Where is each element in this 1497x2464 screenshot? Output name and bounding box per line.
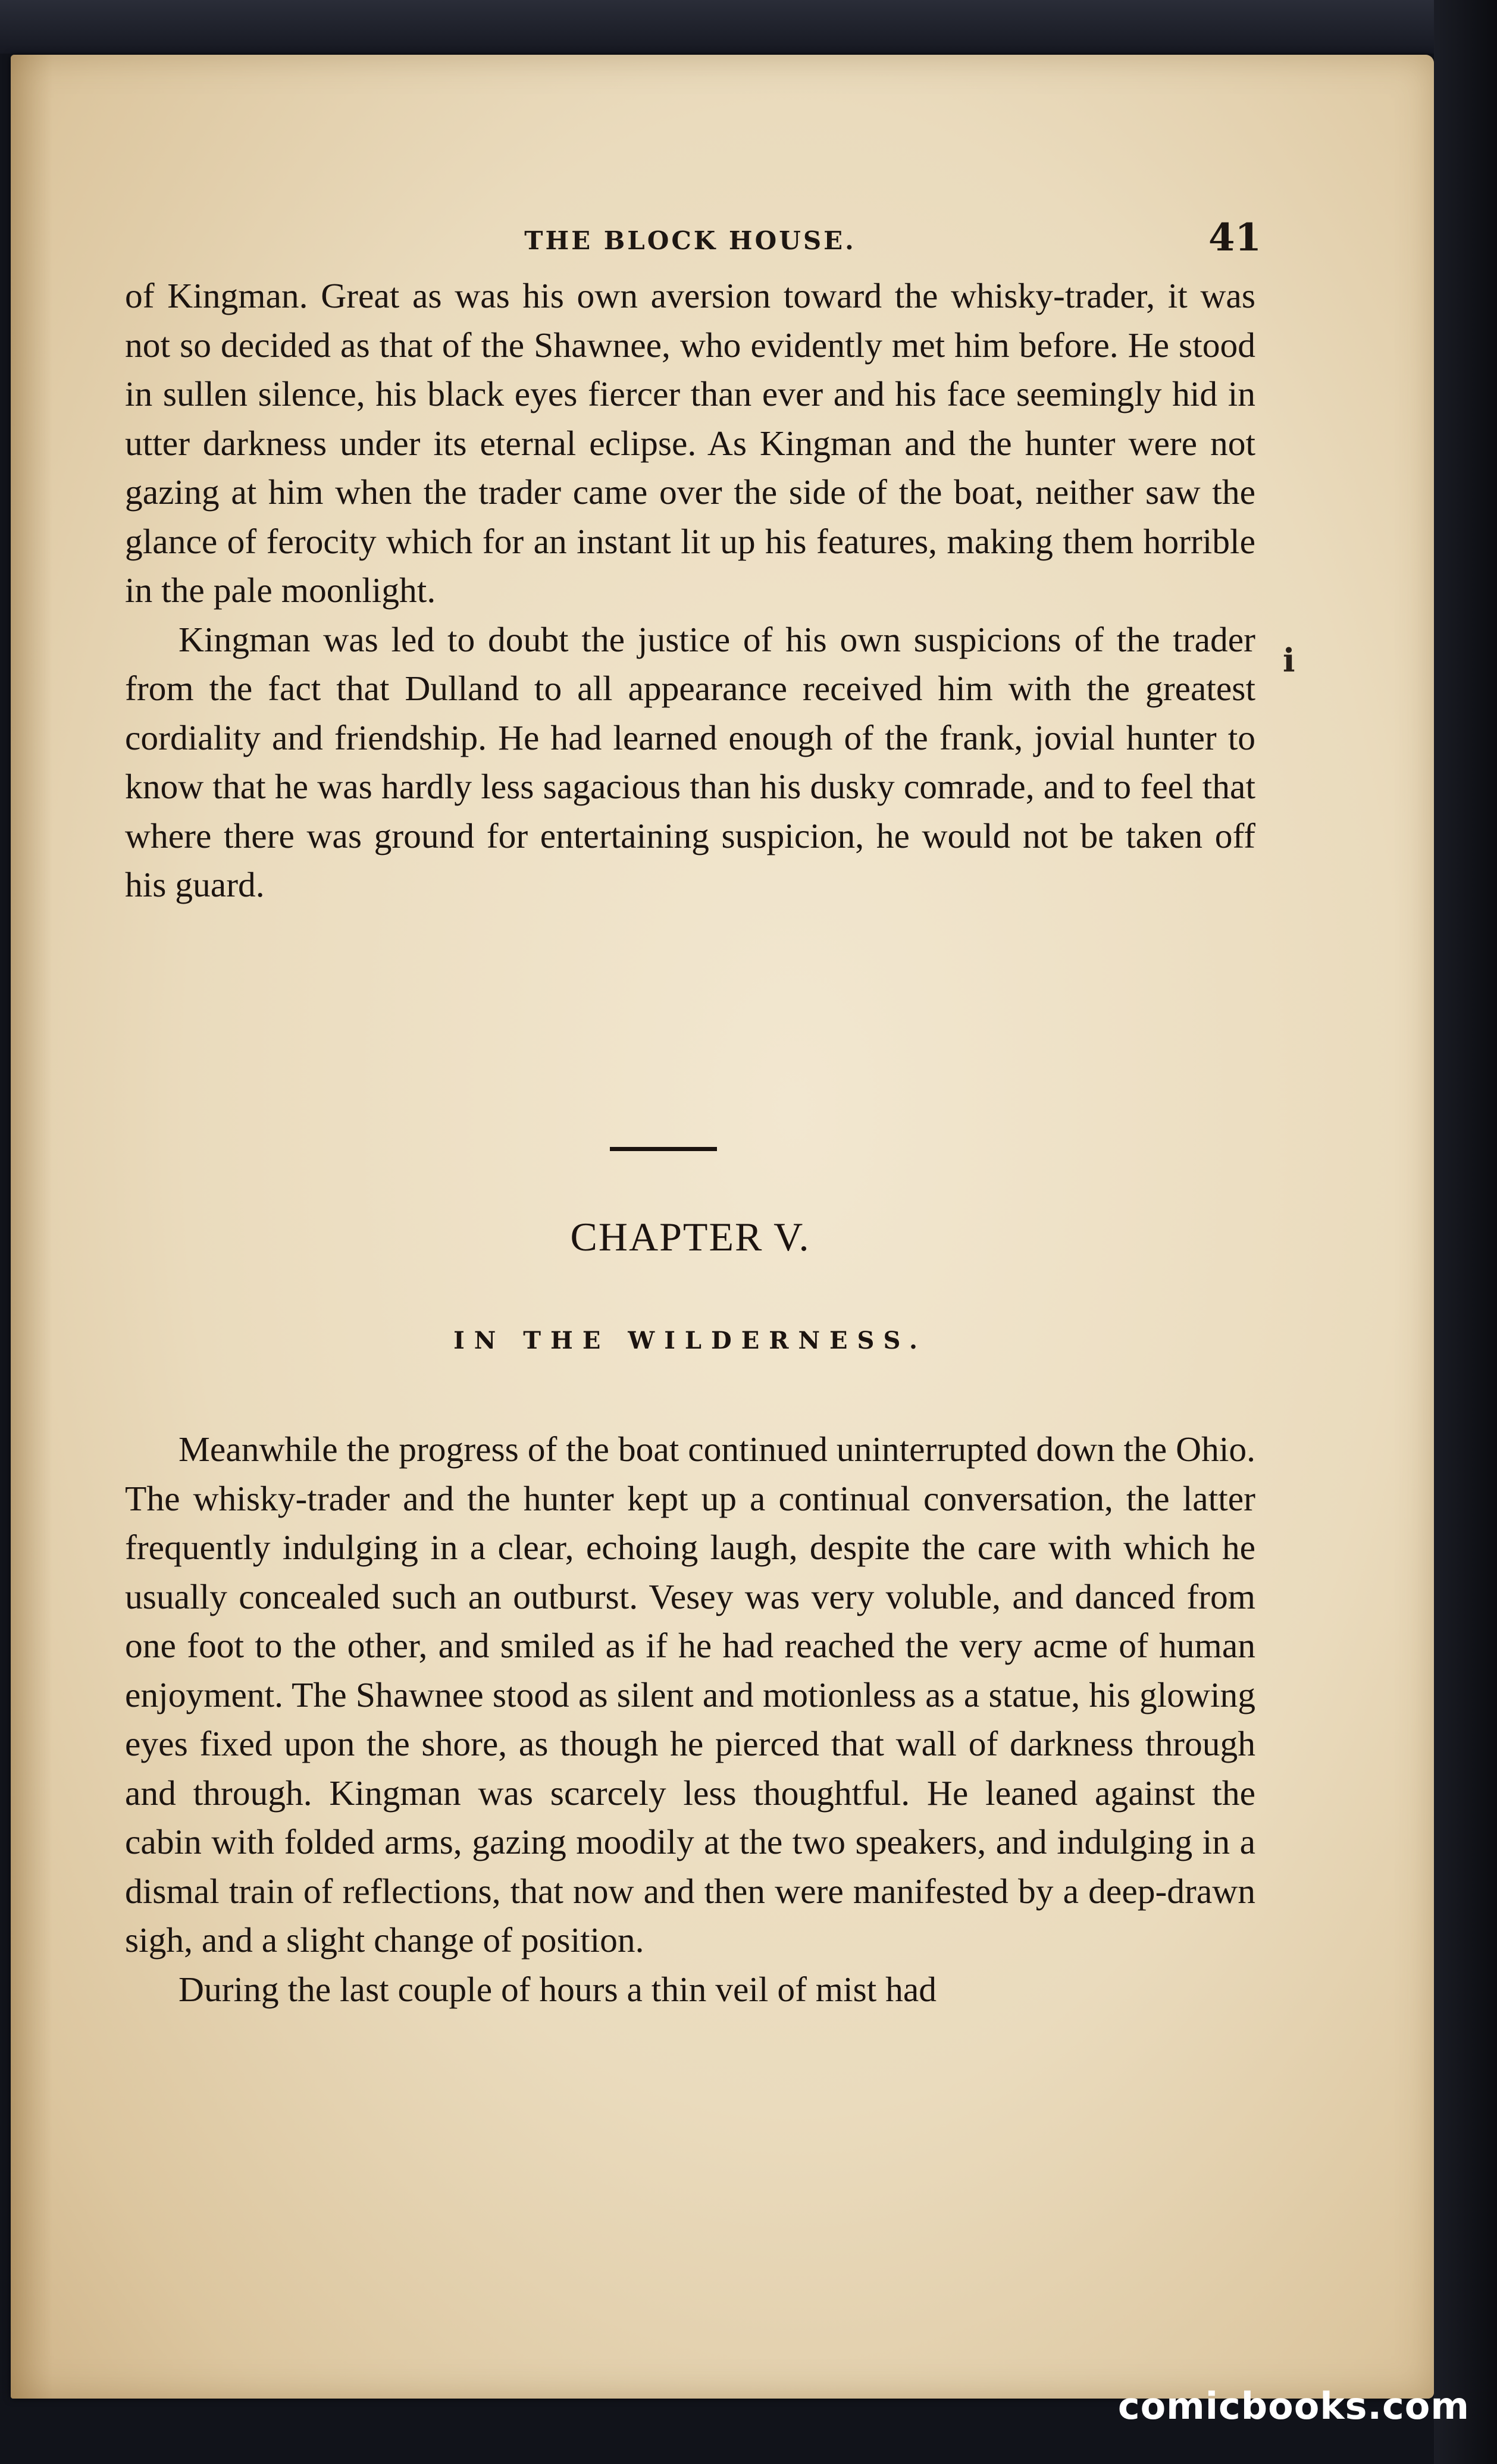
page-left-shadow (11, 55, 52, 2399)
paragraph: During the last couple of hours a thin veil of mist had (178, 1969, 937, 2009)
section-divider (610, 1147, 717, 1151)
paragraph: of Kingman. Great as was his own aversion toward the whisky-trader, it was not so decided as that of the Shawnee, who evidently met him before. He stood in sullen silence, his black eyes fiercer than ever and his face seemingly hid in utter darkness under its eternal eclipse. As Kingman and the hunter were not gazing at him when the trader came over the side of the boat, neither saw the glance of ferocity which for an instant lit up his features, making them horrible in the pale moonlight. (125, 276, 1255, 610)
text-block-chapter-body (125, 1425, 1255, 2014)
paragraph: Kingman was led to doubt the justice of his own suspicions of the trader from the fact that Dulland to all appearance received him with the greatest cordiality and friendship. He had learned enough of the frank, jovial hunter to know that he was hardly less sagacious than his dusky comrade, and to feel that where there was ground for entertaining suspicion, he would not be taken off his guard. (125, 619, 1255, 904)
page-number: 41 (1208, 215, 1261, 260)
margin-mark: i (1283, 641, 1295, 679)
watermark-text: comicbooks.com (1117, 2384, 1470, 2428)
page-header (125, 215, 1261, 263)
scan-right-edge (1434, 0, 1497, 2464)
running-title: THE BLOCK HOUSE. (524, 226, 856, 255)
chapter-subtitle: IN THE WILDERNESS. (453, 1327, 927, 1355)
chapter-title: CHAPTER V. (570, 1214, 810, 1259)
paragraph: Meanwhile the progress of the boat continued uninterrupted down the Ohio. The whisky-trader and the hunter kept up a continual conversation, the latter frequently indulging in a clear, echoing laugh, despite the care with which he usually concealed such an outburst. Vesey was very voluble, and danced from one foot to the other, and smiled as if he had reached the very acme of human enjoyment. The Shawnee stood as silent and motionless as a statue, his glowing eyes fixed upon the shore, as though he pierced that wall of darkness through and through. Kingman was scarcely less thoughtful. He leaned against the cabin with folded arms, gazing moodily at the two speakers, and indulging in a dismal train of reflections, that now and then were manifested by a deep-drawn sigh, and a slight change of position. (125, 1430, 1255, 1960)
scan-top-edge (0, 0, 1497, 54)
text-block-before-chapter (125, 271, 1255, 910)
